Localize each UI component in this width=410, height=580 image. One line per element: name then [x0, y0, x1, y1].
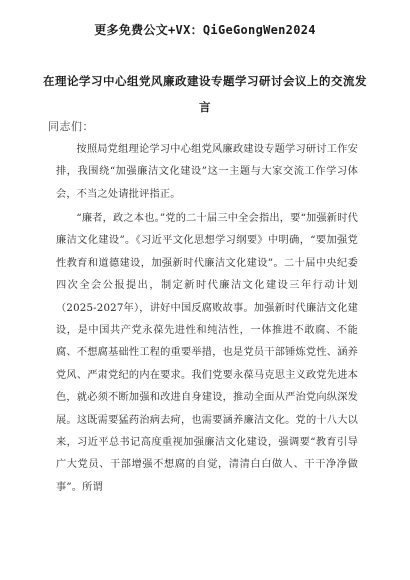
body-paragraph: 按照局党组理论学习中心组党风廉政建设专题学习研讨工作安排，我围绕“加强廉洁文化建设”这一主题与大家交流工作学习体会，不当之处请批评指正。 — [56, 144, 358, 200]
document-title: 在理论学习中心组党风廉政建设专题学习研讨会议上的交流发言 — [43, 74, 367, 114]
watermark-header: 更多免费公文+VX：QiGeGongWen2024 — [94, 23, 316, 37]
body-paragraph: “廉者，政之本也。”党的二十届三中全会指出，要“加强新时代廉洁文化建设”。《习近平文化思想学习纲要》中明确，“要加强党性教育和道德建设，加强新时代廉洁文化建设”。二十届中央纪委四次全会公报提出，制定新时代廉洁文化建设三年行动计划（2025-2027年），讲好中国反腐败故事。加强新时代廉洁文化建设，是中国共产党永葆先进性和纯洁性，一体推进不敢腐、不能腐、不想腐基础性工程的重要举措，也是党员干部锤炼党性、涵养党风、严肃党纪的内在要求。我们党要永葆马克思主义政党先进本色，就必须不断加强和改进自身建设，推动全面从严治党向纵深发展。这既需要猛药治病去疴，也需要涵养廉洁文化。党的十八大以来，习近平总书记高度重视加强廉洁文化建设，强调要“教育引导广大党员、干部增强不想腐的自觉，清清白白做人、干干净净做事”。所谓 — [56, 213, 358, 493]
salutation: 同志们： — [48, 120, 94, 133]
